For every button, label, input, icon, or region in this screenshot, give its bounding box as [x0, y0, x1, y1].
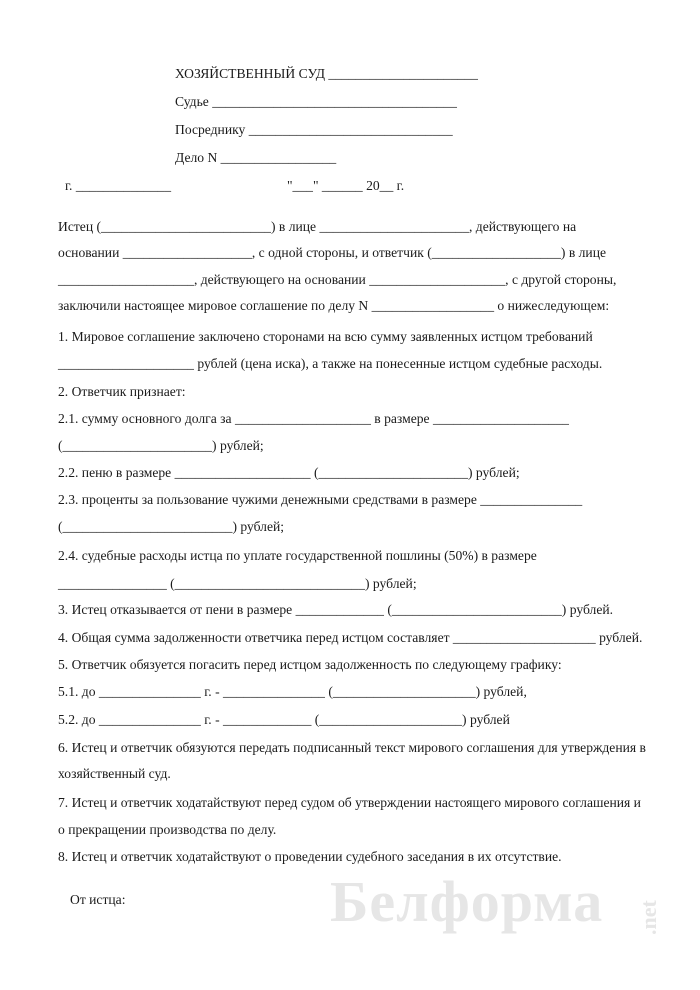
body-line: 2.3. проценты за пользование чужими денежными средствами в размере _______________ — [58, 492, 583, 507]
signature-label-plaintiff: От истца: — [70, 892, 126, 907]
body-line: ____________________ рублей (цена иска), а также на понесенные истцом судебные расходы. — [58, 356, 603, 371]
watermark-logo: Белформа — [330, 869, 604, 934]
body-line: 5. Ответчик обязуется погасить перед истцом задолженность по следующему графику: — [58, 657, 562, 672]
mediator-line: Посреднику ______________________________ — [175, 122, 453, 137]
body-line: заключили настоящее мировое соглашение по делу N __________________ о нижеследующем: — [58, 298, 610, 313]
body-line: (______________________) рублей; — [58, 438, 264, 453]
body-line: 1. Мировое соглашение заключено сторонами на всю сумму заявленных истцом требований — [58, 329, 593, 344]
body-line: 2.4. судебные расходы истца по уплате государственной пошлины (50%) в размере — [58, 548, 537, 563]
body-line: хозяйственный суд. — [58, 766, 171, 781]
body-line: 2.1. сумму основного долга за ____________________ в размере ____________________ — [58, 411, 569, 426]
body-line: о прекращении производства по делу. — [58, 822, 277, 837]
body-line: (_________________________) рублей; — [58, 519, 285, 534]
body-line: 8. Истец и ответчик ходатайствуют о проведении судебного заседания в их отсутствие. — [58, 849, 562, 864]
body-line: 2. Ответчик признает: — [58, 384, 186, 399]
city-line: г. ______________ — [65, 178, 171, 193]
body-line: 5.2. до _______________ г. - _____________ (_____________________) рублей — [58, 712, 510, 727]
body-line: 4. Общая сумма задолженности ответчика перед истцом составляет _____________________ рублей. — [58, 630, 643, 645]
body-line: ________________ (____________________________) рублей; — [58, 576, 417, 591]
body-line: основании ___________________, с одной стороны, и ответчик (___________________) в лице — [58, 245, 606, 260]
court-heading: ХОЗЯЙСТВЕННЫЙ СУД ______________________ — [175, 66, 478, 81]
body-line: ____________________, действующего на основании ____________________, с другой стороны, — [58, 272, 617, 287]
date-line: "___" ______ 20__ г. — [287, 178, 405, 193]
body-line: 2.2. пеню в размере ____________________ (______________________) рублей; — [58, 465, 520, 480]
body-line: 6. Истец и ответчик обязуются передать подписанный текст мирового соглашения для утверждения в — [58, 740, 646, 755]
body-line: 5.1. до _______________ г. - _______________ (_____________________) рублей, — [58, 684, 527, 699]
case-number-line: Дело N _________________ — [175, 150, 337, 165]
body-line: 3. Истец отказывается от пени в размере _____________ (_________________________) рублей. — [58, 602, 614, 617]
body-line: 7. Истец и ответчик ходатайствуют перед судом об утверждении настоящего мирового соглашения и — [58, 795, 641, 810]
body-line: Истец (_________________________) в лице ______________________, действующего на — [58, 219, 577, 234]
watermark-logo-suffix: .net — [636, 900, 661, 935]
judge-line: Судье ____________________________________ — [175, 94, 457, 109]
